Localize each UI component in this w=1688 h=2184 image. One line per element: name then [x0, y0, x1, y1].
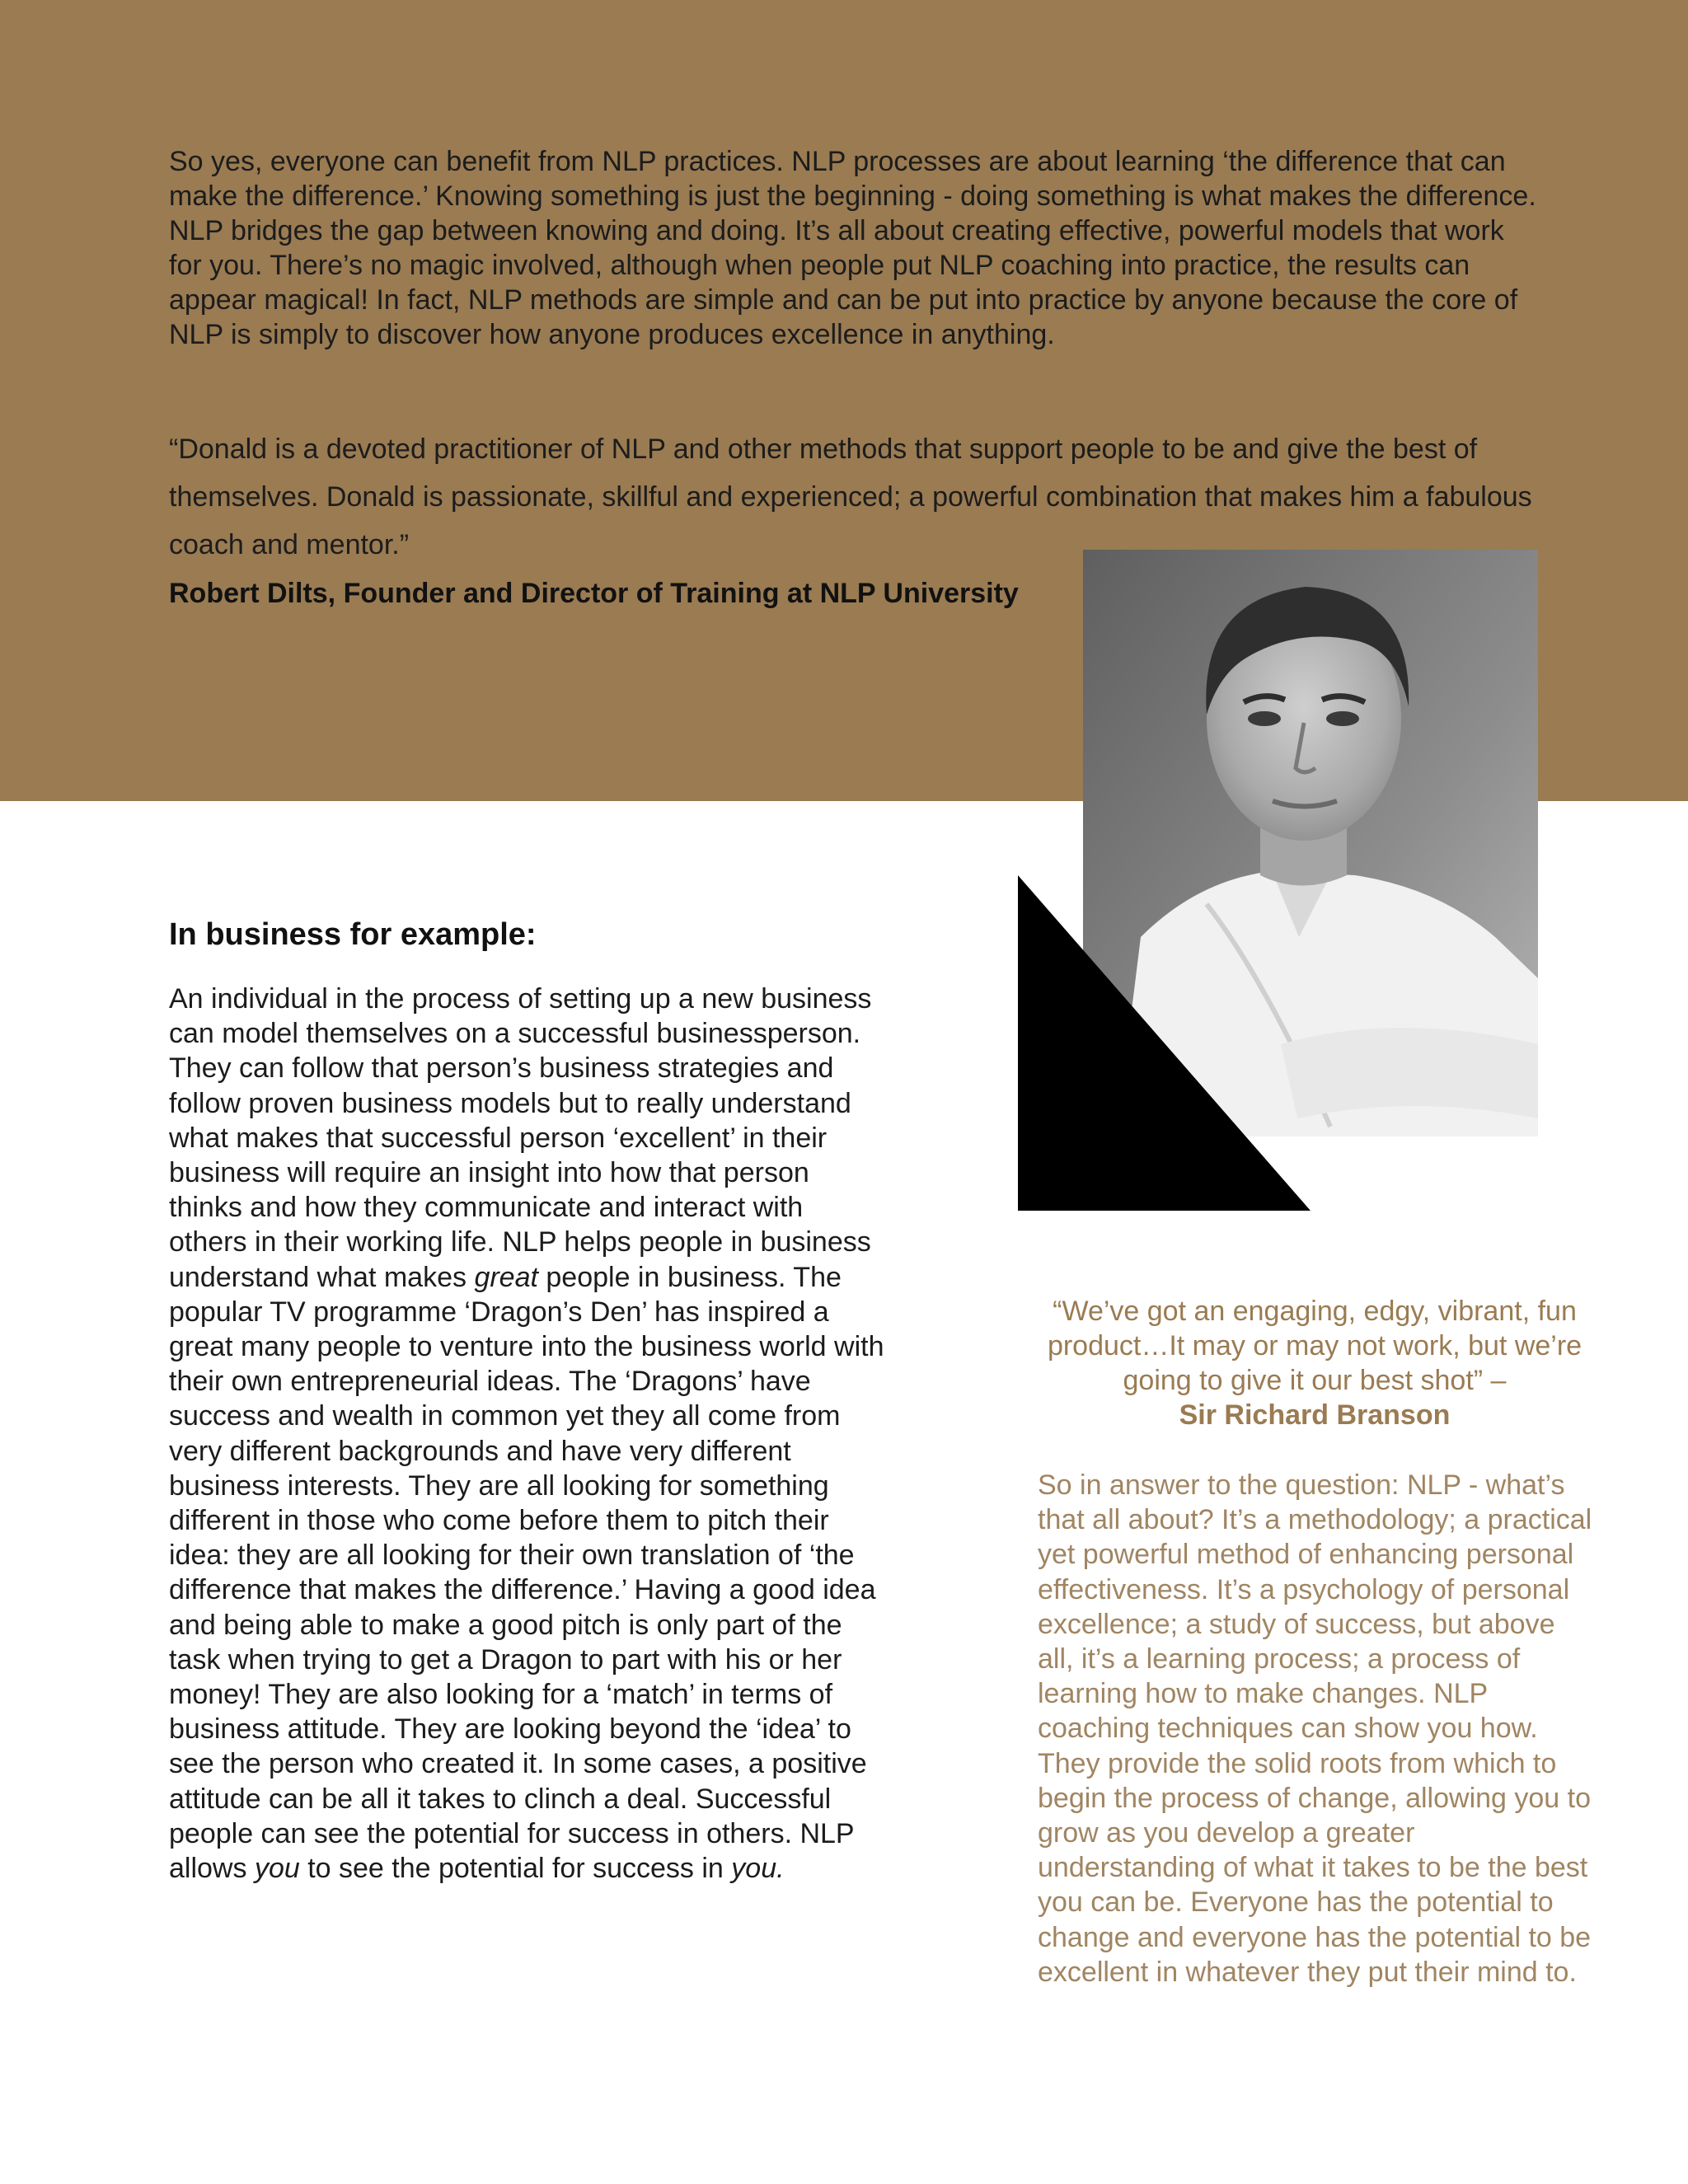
intro-paragraph: So yes, everyone can benefit from NLP practices. NLP processes are about learning ‘the difference that can make the difference.’ Knowing something is just the beginning - doing something is what makes the difference. NLP bridges the gap between knowing and doing. It’s all about creating effective, powerful models that work for you. There’s no magic involved, although when people put NLP coaching into practice, the results can appear magical! In fact, NLP methods are simple and can be put into practice by anyone because the core of NLP is simply to discover how anyone produces excellence in anything.: [169, 146, 1536, 350]
testimonial-attribution: Robert Dilts, Founder and Director of Training at NLP University: [169, 578, 1019, 609]
business-text-3: to see the potential for success in: [299, 1853, 732, 1885]
branson-attribution: Sir Richard Branson: [1179, 1399, 1451, 1431]
business-heading: In business for example:: [169, 917, 537, 952]
business-emphasis-you-end: you.: [731, 1853, 785, 1885]
answer-paragraph: So in answer to the question: NLP - what’s that all about? It’s a methodology; a practical yet powerful method of enhancing personal effectiveness. It’s a psychology of personal excellence; a study of success, but above all, it’s a learning process; a process of learning how to make changes. NLP coaching techniques can show you how. They provide the solid roots from which to begin the process of change, allowing you to grow as you develop a greater understanding of what it takes to be the best you can be. Everyone has the potential to change and everyone has the potential to be excellent in whatever they put their mind to.: [1038, 1469, 1592, 1988]
business-emphasis-great: great: [474, 1261, 538, 1293]
branson-quote: “We’ve got an engaging, edgy, vibrant, fun product…It may or may not work, but we’re going to give it our best shot” –: [1047, 1296, 1582, 1396]
business-text-2: people in business. The popular TV programme ‘Dragon’s Den’ has inspired a great many people to venture into the business world with their own entrepreneurial ideas. The ‘Dragons’ have success and wealth in common yet they all come from very different backgrounds and have very different business interests. They are all looking for something different in those who come before them to pitch their idea: they are all looking for their own translation of ‘the difference that makes the difference.’ Having a good idea and being able to make a good pitch is only part of the task when trying to get a Dragon to part with his or her money! They are also looking for a ‘match’ in terms of business attitude. They are looking beyond the ‘idea’ to see the person who created it. In some cases, a positive attitude can be all it takes to clinch a deal. Successful people can see the potential for success in others. NLP allows: [169, 1261, 884, 1885]
business-emphasis-you: you: [254, 1853, 300, 1885]
business-paragraph: [169, 982, 886, 1886]
testimonial-quote: “Donald is a devoted practitioner of NLP and other methods that support people to be and give the best of themselves. Donald is passionate, skillful and experienced; a powerful combination that makes him a fabulous coach and mentor.”: [169, 434, 1532, 560]
business-text-1: An individual in the process of setting up a new business can model themselves on a successful businessperson. They can follow that person’s business strategies and follow proven business models but to really understand what makes that successful person ‘excellent’ in their business will require an insight into how that person thinks and how they communicate and interact with others in their working life. NLP helps people in business understand what makes: [169, 983, 872, 1293]
decorative-black-triangle: [1018, 875, 1311, 1211]
